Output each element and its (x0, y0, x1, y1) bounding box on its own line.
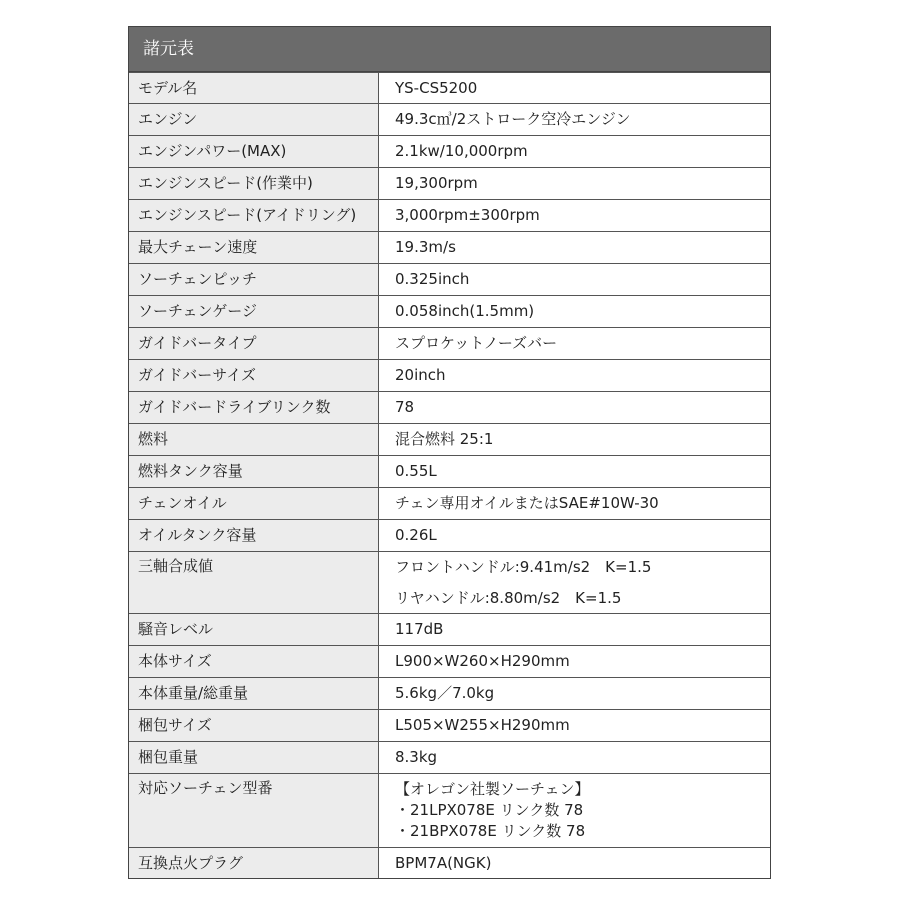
table-row (129, 231, 770, 263)
table-row (129, 519, 770, 551)
table-row (129, 167, 770, 199)
table-row (129, 423, 770, 455)
value-line: 5.6kg／7.0kg (395, 684, 495, 702)
value-line: L900×W260×H290mm (395, 652, 570, 670)
value-line: L505×W255×H290mm (395, 716, 570, 734)
table-row (129, 773, 770, 847)
value-line: ・21BPX078E リンク数 78 (395, 822, 586, 840)
table-row (129, 677, 770, 709)
row-value (379, 264, 770, 295)
row-label: 梱包サイズ (129, 710, 379, 741)
row-value (379, 774, 770, 847)
value-line: リヤハンドル:8.80m/s2 K=1.5 (395, 589, 622, 607)
table-row (129, 741, 770, 773)
table-row (129, 263, 770, 295)
row-value (379, 392, 770, 423)
row-label: 最大チェーン速度 (129, 232, 379, 263)
table-row (129, 135, 770, 167)
table-row (129, 709, 770, 741)
row-value (379, 552, 770, 613)
value-line: 8.3kg (395, 748, 438, 766)
value-line: 49.3c㎥/2ストローク空冷エンジン (395, 110, 631, 128)
value-line: 0.058inch(1.5mm) (395, 302, 535, 320)
value-line: 【オレゴン社製ソーチェン】 (395, 780, 590, 798)
value-line: 混合燃料 25:1 (395, 430, 494, 448)
row-value (379, 848, 770, 878)
row-value (379, 488, 770, 519)
table-row (129, 199, 770, 231)
table-row (129, 455, 770, 487)
value-line: チェン専用オイルまたはSAE#10W-30 (395, 494, 659, 512)
row-label: 本体サイズ (129, 646, 379, 677)
row-value (379, 328, 770, 359)
row-value (379, 456, 770, 487)
value-line: 19.3m/s (395, 238, 456, 256)
value-line: BPM7A(NGK) (395, 854, 492, 872)
row-value (379, 646, 770, 677)
value-line: 0.55L (395, 462, 437, 480)
row-value (379, 424, 770, 455)
row-value (379, 200, 770, 231)
row-label: 燃料 (129, 424, 379, 455)
value-line: 0.325inch (395, 270, 470, 288)
row-label: 騒音レベル (129, 614, 379, 645)
row-label: ソーチェンゲージ (129, 296, 379, 327)
row-label: 梱包重量 (129, 742, 379, 773)
row-label: オイルタンク容量 (129, 520, 379, 551)
value-line: 117dB (395, 620, 444, 638)
spec-table-title: 諸元表 (129, 27, 770, 72)
value-line: 0.26L (395, 526, 437, 544)
row-value (379, 360, 770, 391)
value-line: 2.1kw/10,000rpm (395, 142, 528, 160)
row-label: 燃料タンク容量 (129, 456, 379, 487)
row-value (379, 73, 770, 103)
value-line: ・21LPX078E リンク数 78 (395, 801, 584, 819)
value-line: 19,300rpm (395, 174, 478, 192)
row-label: 対応ソーチェン型番 (129, 774, 379, 847)
table-row (129, 487, 770, 519)
value-line: YS-CS5200 (395, 79, 478, 97)
row-value (379, 232, 770, 263)
table-row (129, 72, 770, 103)
row-label: モデル名 (129, 73, 379, 103)
value-line: 3,000rpm±300rpm (395, 206, 540, 224)
value-line: フロントハンドル:9.41m/s2 K=1.5 (395, 558, 652, 576)
row-value (379, 678, 770, 709)
row-value (379, 136, 770, 167)
row-value (379, 168, 770, 199)
row-label: ガイドバードライブリンク数 (129, 392, 379, 423)
value-line: 78 (395, 398, 415, 416)
table-row (129, 645, 770, 677)
table-row (129, 391, 770, 423)
table-row (129, 613, 770, 645)
spec-table (128, 26, 771, 879)
row-value (379, 742, 770, 773)
row-label: ソーチェンピッチ (129, 264, 379, 295)
table-row (129, 847, 770, 878)
row-label: エンジンパワー(MAX) (129, 136, 379, 167)
row-label: エンジンスピード(作業中) (129, 168, 379, 199)
value-line: スプロケットノーズバー (395, 334, 558, 352)
row-label: ガイドバーサイズ (129, 360, 379, 391)
row-value (379, 614, 770, 645)
row-label: 三軸合成値 (129, 552, 379, 613)
row-label: 本体重量/総重量 (129, 678, 379, 709)
value-line: 20inch (395, 366, 446, 384)
row-label: エンジン (129, 104, 379, 135)
row-value (379, 710, 770, 741)
row-value (379, 520, 770, 551)
table-row (129, 551, 770, 613)
row-label: 互換点火プラグ (129, 848, 379, 878)
table-row (129, 103, 770, 135)
row-label: ガイドバータイプ (129, 328, 379, 359)
row-value (379, 104, 770, 135)
table-row (129, 327, 770, 359)
table-row (129, 359, 770, 391)
row-value (379, 296, 770, 327)
row-label: チェンオイル (129, 488, 379, 519)
table-row (129, 295, 770, 327)
row-label: エンジンスピード(アイドリング) (129, 200, 379, 231)
